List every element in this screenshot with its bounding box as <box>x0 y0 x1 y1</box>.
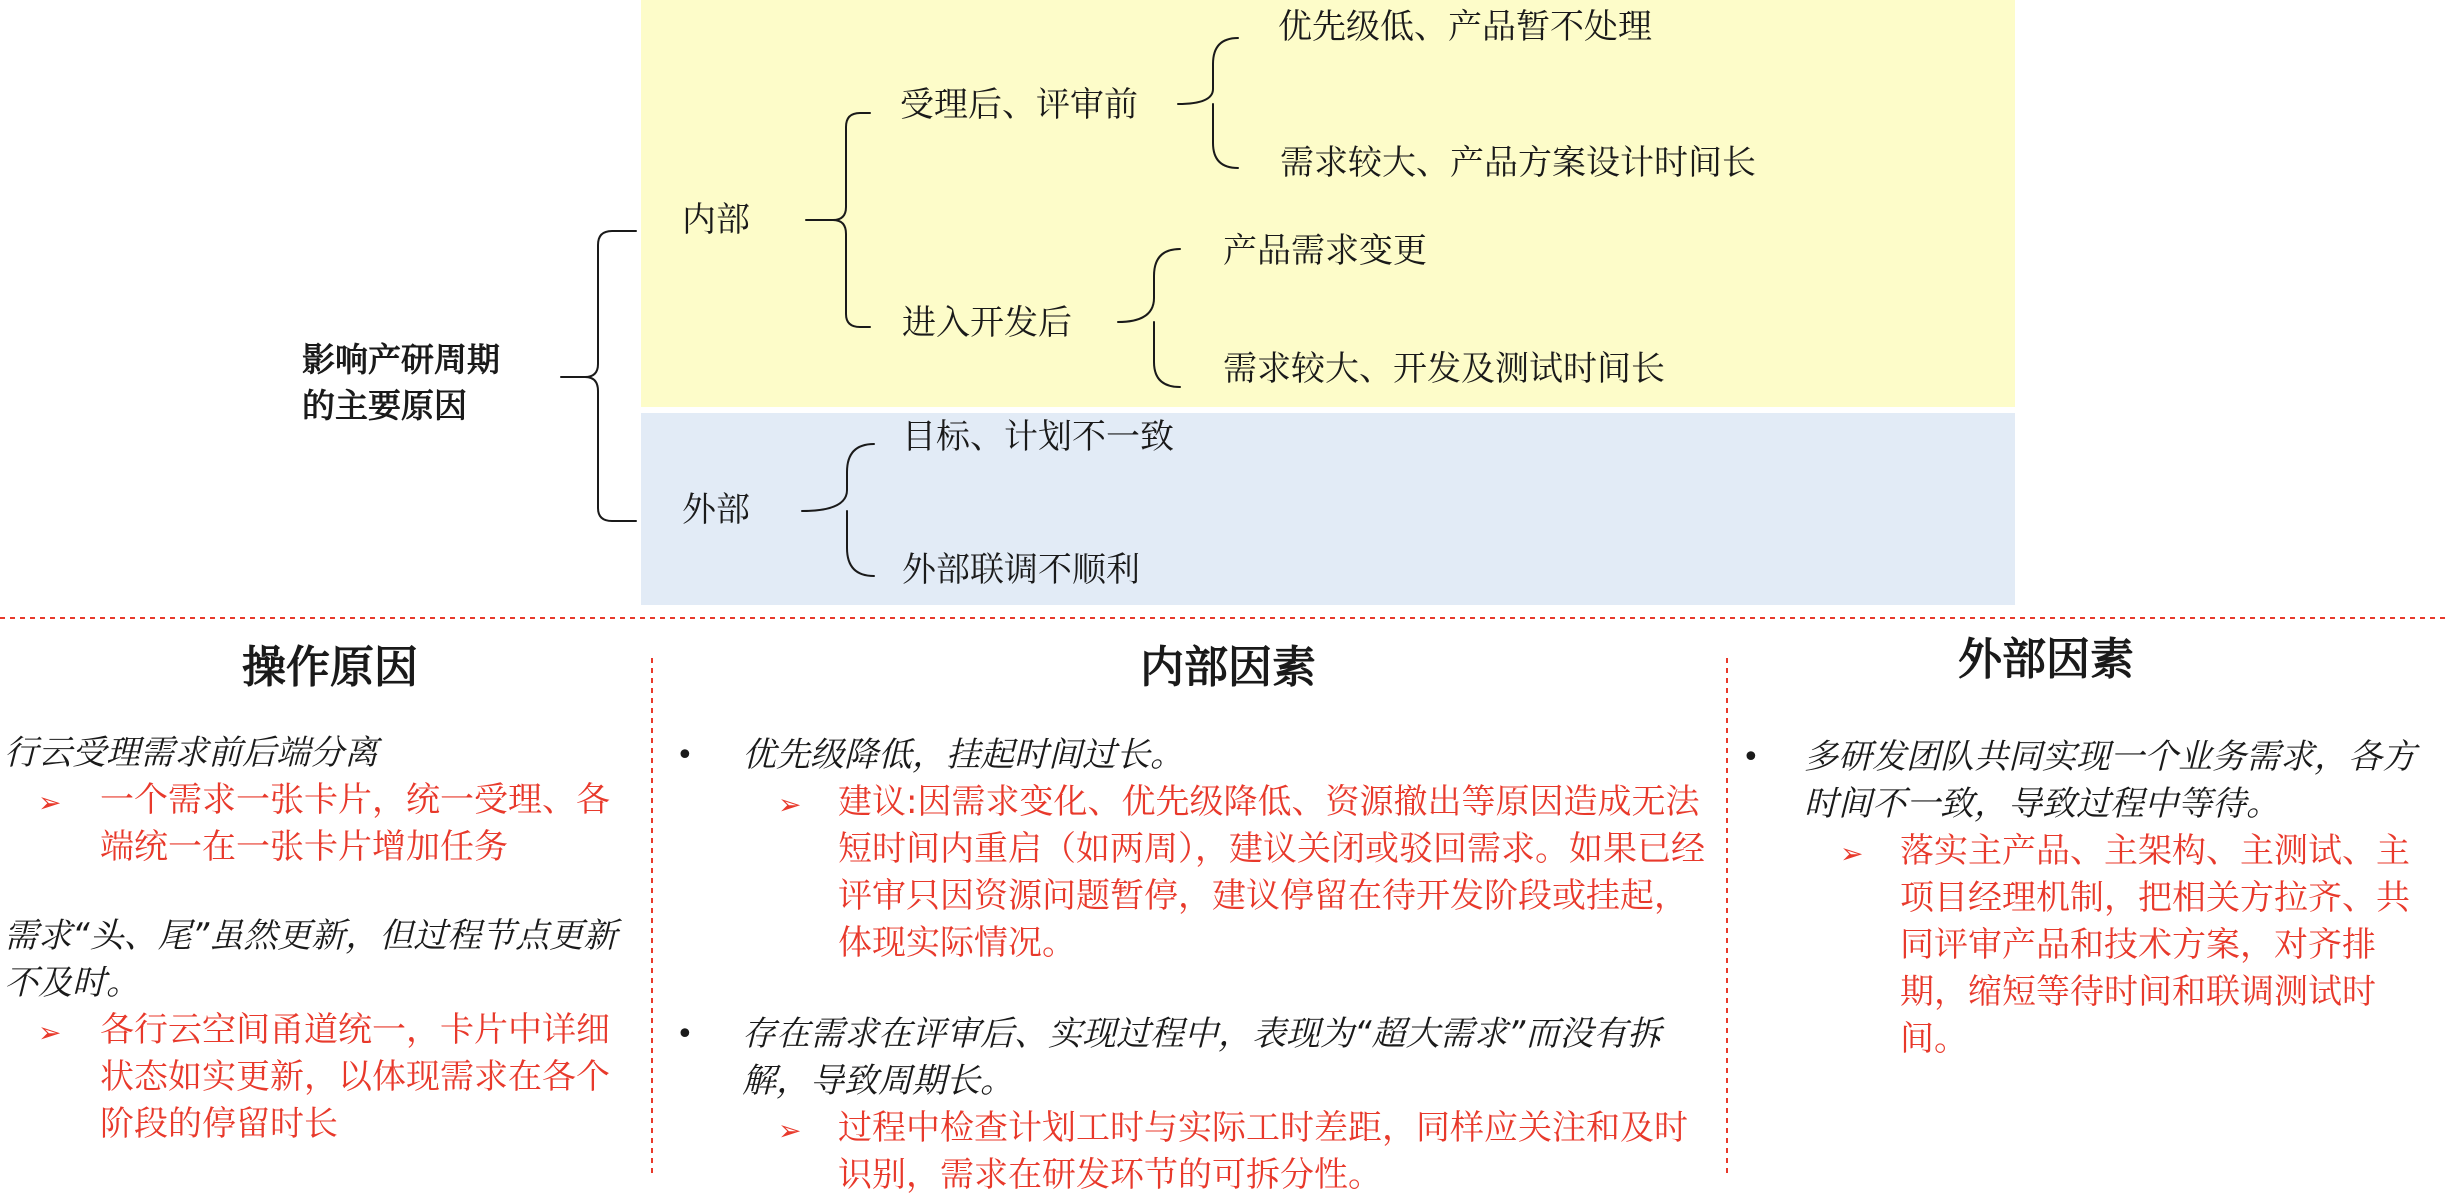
internal-suggestion-text-1: 建议:因需求变化、优先级降低、资源撤出等原因造成无法短时间内重启（如两周），建议关闭或驳回需求。如果已经评审只因资源问题暂停，建议停留在待开发阶段或挂起，体现实际情况。 <box>838 782 1705 963</box>
before-review-brace <box>1178 38 1238 168</box>
internal-section-body <box>672 732 1712 1199</box>
external-suggestion-1 <box>1804 828 2442 1063</box>
internal-item-1 <box>672 732 1712 967</box>
internal-suggestion-2 <box>742 1105 1712 1199</box>
before-review-label: 受理后、评审前 <box>900 85 1138 125</box>
operation-section-body <box>4 730 634 1148</box>
external-leaf-1: 目标、计划不一致 <box>902 417 1174 457</box>
internal-suggestion-1 <box>742 779 1712 967</box>
arrow-icon: ➢ <box>778 788 802 821</box>
operation-item-1 <box>4 730 634 871</box>
operation-suggestion-text-2: 各行云空间甬道统一，卡片中详细状态如实更新，以体现需求在各个阶段的停留时长 <box>100 1010 610 1144</box>
internal-question-2: 存在需求在评审后、实现过程中，表现为“超大需求”而没有拆解，导致周期长。 <box>742 1014 1662 1101</box>
before-review-leaf-2: 需求较大、产品方案设计时间长 <box>1280 143 1756 183</box>
external-section-body <box>1742 734 2442 1063</box>
bullet-icon: • <box>1742 740 1760 775</box>
in-dev-leaf-1: 产品需求变更 <box>1223 231 1427 271</box>
internal-suggestion-text-2: 过程中检查计划工时与实际工时差距，同样应关注和及时识别，需求在研发环节的可拆分性。 <box>838 1108 1688 1195</box>
external-section-title: 外部因素 <box>1958 634 2134 685</box>
root-brace <box>561 231 636 521</box>
internal-question-1: 优先级降低，挂起时间过长。 <box>742 735 1184 775</box>
in-dev-label: 进入开发后 <box>902 303 1072 343</box>
before-review-leaf-1: 优先级低、产品暂不处理 <box>1278 7 1652 47</box>
operation-suggestion-2 <box>4 1007 634 1148</box>
external-question-1: 多研发团队共同实现一个业务需求，各方时间不一致，导致过程中等待。 <box>1804 737 2416 824</box>
bullet-icon: • <box>676 1017 694 1052</box>
arrow-icon: ➢ <box>38 786 62 819</box>
arrow-icon: ➢ <box>1840 837 1864 870</box>
external-suggestion-text-1: 落实主产品、主架构、主测试、主项目经理机制，把相关方拉齐、共同评审产品和技术方案，对齐排期，缩短等待时间和联调测试时间。 <box>1900 831 2410 1059</box>
root-title: 影响产研周期的主要原因 <box>302 340 500 425</box>
operation-section-title: 操作原因 <box>242 642 418 693</box>
external-brace <box>802 444 874 576</box>
internal-label: 内部 <box>682 200 750 240</box>
arrow-icon: ➢ <box>38 1016 62 1049</box>
arrow-icon: ➢ <box>778 1114 802 1147</box>
internal-section-title: 内部因素 <box>1140 642 1316 693</box>
operation-suggestion-1 <box>4 777 634 871</box>
in-dev-brace <box>1118 249 1180 387</box>
internal-brace <box>806 113 870 327</box>
bullet-icon: • <box>676 738 694 773</box>
internal-item-2 <box>672 1011 1712 1199</box>
operation-question-2: 需求“头、尾”虽然更新，但过程节点更新不及时。 <box>4 916 618 1003</box>
operation-item-2 <box>4 913 634 1148</box>
in-dev-leaf-2: 需求较大、开发及测试时间长 <box>1223 349 1665 389</box>
external-leaf-2: 外部联调不顺利 <box>902 550 1140 590</box>
external-item-1 <box>1742 734 2442 1063</box>
operation-suggestion-text-1: 一个需求一张卡片，统一受理、各端统一在一张卡片增加任务 <box>100 780 610 867</box>
operation-question-1: 行云受理需求前后端分离 <box>4 733 378 773</box>
external-label: 外部 <box>682 490 750 530</box>
